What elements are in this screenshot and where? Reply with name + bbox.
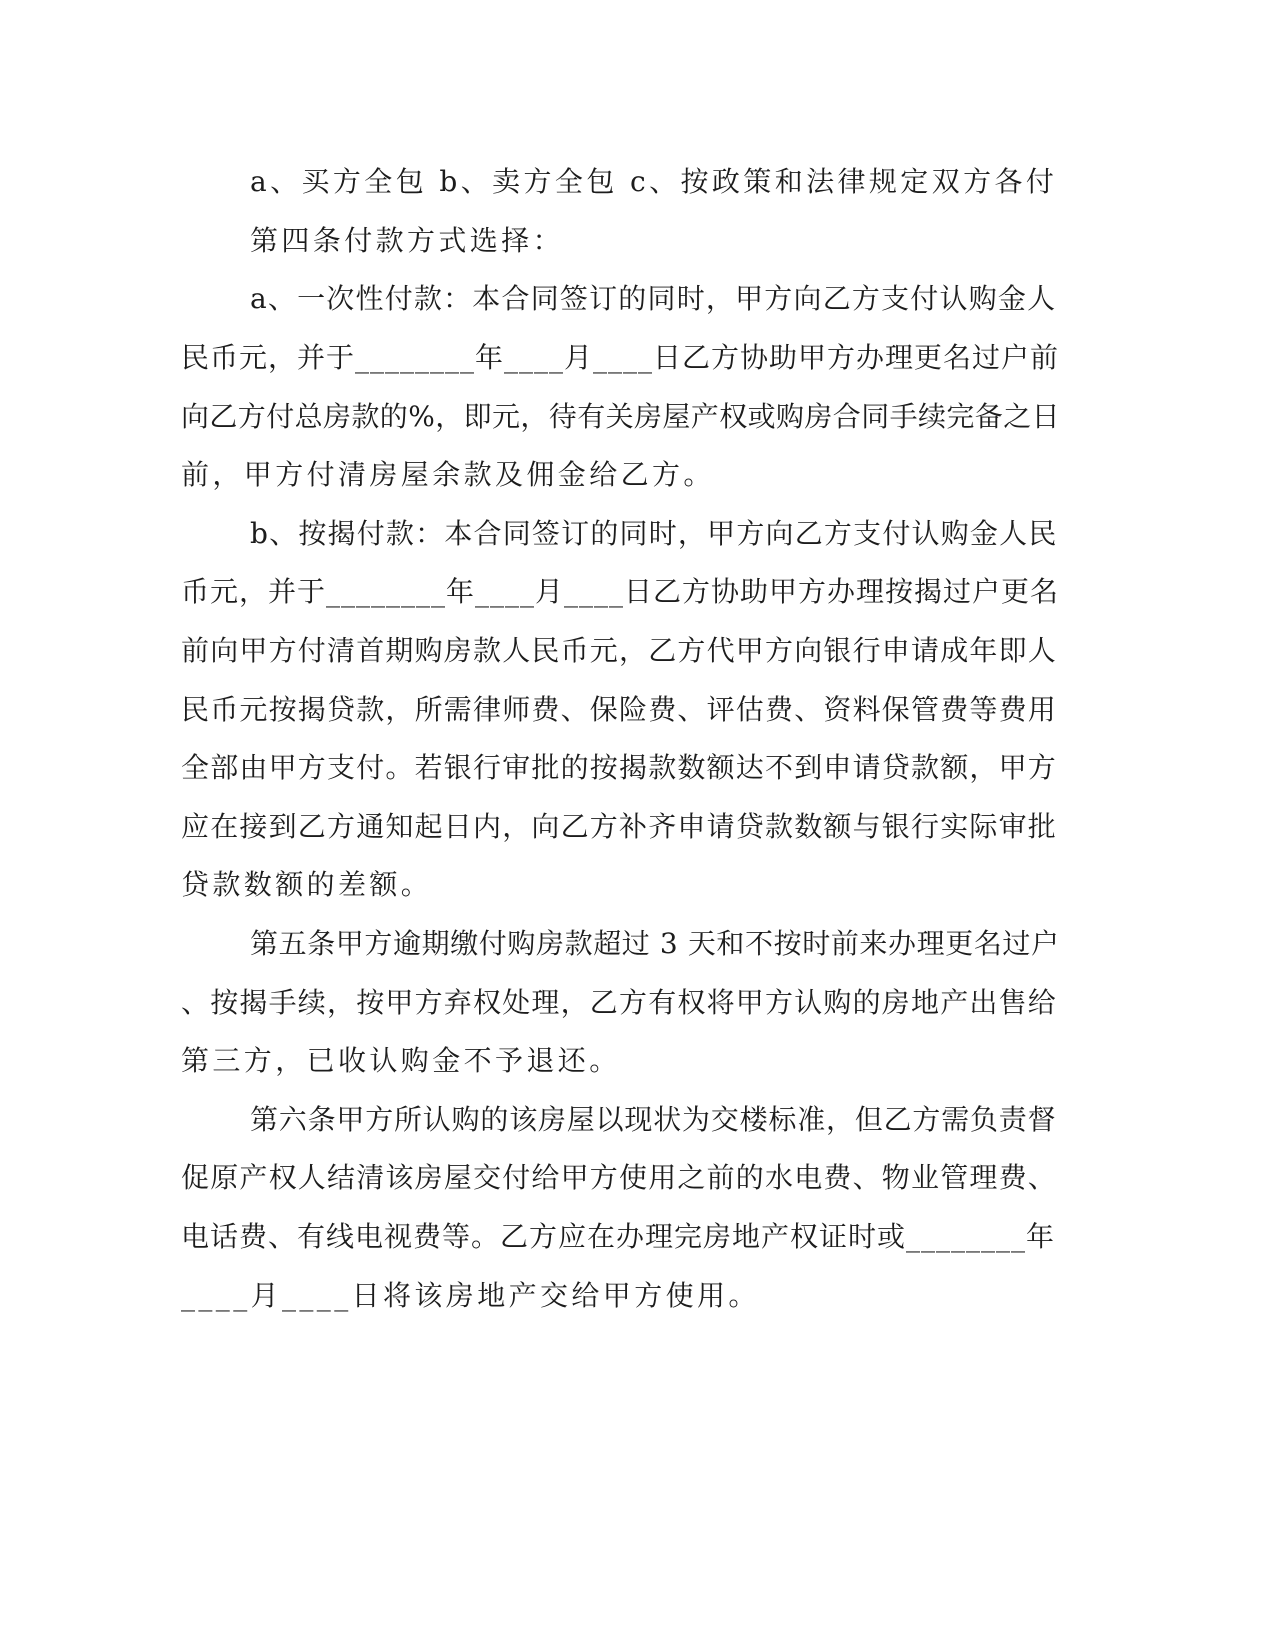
text-line-4: 民币元，并于________年____月____日乙方协助甲方办理更名过户前 (181, 341, 1060, 374)
text-line-13: 贷款数额的差额。 (181, 868, 433, 901)
text-line-9: 前向甲方付清首期购房款人民币元，乙方代甲方向银行申请成年即人 (181, 634, 1058, 667)
text-line-12: 应在接到乙方通知起日内，向乙方补齐申请贷款数额与银行实际审批 (181, 810, 1058, 843)
text-line-11: 全部由甲方支付。若银行审批的按揭款数额达不到申请贷款额，甲方 (181, 751, 1058, 784)
text-line-20: ____月____日将该房地产交给甲方使用。 (181, 1279, 760, 1312)
text-line-6: 前，甲方付清房屋余款及佣金给乙方。 (181, 458, 715, 491)
text-line-5: 向乙方付总房款的%，即元，待有关房屋产权或购房合同手续完备之日 (181, 400, 1061, 433)
text-line-15: 、按揭手续，按甲方弃权处理，乙方有权将甲方认购的房地产出售给 (181, 986, 1058, 1019)
text-line-17: 第六条甲方所认购的该房屋以现状为交楼标准，但乙方需负责督 (250, 1103, 1057, 1136)
text-line-19: 电话费、有线电视费等。乙方应在办理完房地产权证时或________年 (181, 1220, 1056, 1253)
text-line-10: 民币元按揭贷款，所需律师费、保险费、评估费、资料保管费等费用 (181, 693, 1058, 726)
text-line-7: b、按揭付款：本合同签订的同时，甲方向乙方支付认购金人民 (250, 517, 1058, 550)
text-line-1: a、买方全包 b、卖方全包 c、按政策和法律规定双方各付 (250, 165, 1058, 198)
text-line-2: 第四条付款方式选择： (250, 224, 565, 257)
text-line-14: 第五条甲方逾期缴付购房款超过 3 天和不按时前来办理更名过户 (250, 927, 1060, 960)
text-line-3: a、一次性付款：本合同签订的同时，甲方向乙方支付认购金人 (250, 282, 1057, 315)
text-line-16: 第三方，已收认购金不予退还。 (181, 1044, 621, 1077)
text-line-18: 促原产权人结清该房屋交付给甲方使用之前的水电费、物业管理费、 (181, 1161, 1058, 1194)
text-line-8: 币元，并于________年____月____日乙方协助甲方办理按揭过户更名 (181, 575, 1060, 608)
